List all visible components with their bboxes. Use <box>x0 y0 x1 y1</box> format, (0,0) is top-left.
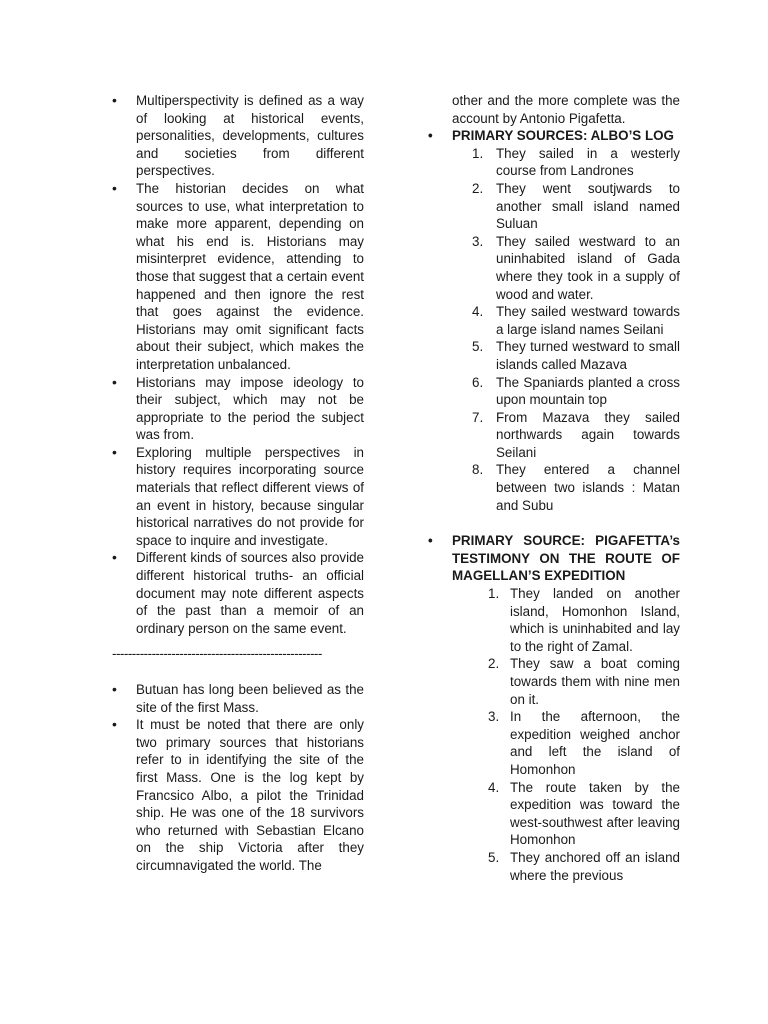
list-item: • Exploring multiple perspectives in history requires incorporating source materials that reflect different views of an event in history, because singular historical narratives do not provide for space to inquire and investigate. <box>112 444 364 550</box>
item-text: They saw a boat coming towards them with nine men on it. <box>510 656 680 707</box>
item-number: 2. <box>472 180 484 196</box>
item-number: 5. <box>472 339 484 355</box>
list-item: • It must be noted that there are only two primary sources that historians refer to in identifying the site of the first Mass. One is the log kept by Francsico Albo, a pilot the Trinidad ship. He was one of the 18 survivors who returned with Sebastian Elcano on the ship Victoria after they circumnavigated the world. The <box>112 716 364 874</box>
item-number: 3. <box>488 709 500 725</box>
list-item <box>428 374 680 409</box>
list-item: • Butuan has long been believed as the site of the first Mass. <box>112 681 364 716</box>
left-column <box>112 92 364 875</box>
list-item <box>428 180 680 233</box>
item-number: 4. <box>488 779 500 795</box>
spacer <box>428 514 680 532</box>
list-item: • Multiperspectivity is defined as a way of looking at historical events, personalities, developments, cultures and societies from different perspectives. <box>112 92 364 180</box>
item-text: They sailed westward towards a large island names Seilani <box>496 304 680 337</box>
list-item <box>428 303 680 338</box>
item-text: They turned westward to small islands called Mazava <box>496 339 680 372</box>
pigafetta-heading: • PRIMARY SOURCE: PIGAFETTA’s TESTIMONY ON THE ROUTE OF MAGELLAN’S EXPEDITION <box>428 532 680 585</box>
item-number: 2. <box>488 656 500 672</box>
butuan-bullet-list <box>112 681 364 875</box>
item-number: 3. <box>472 233 484 249</box>
list-item <box>428 585 680 655</box>
list-item <box>428 233 680 303</box>
list-item: • The historian decides on what sources to use, what interpretation to make more apparent, depending on what his end is. Historians may misinterpret evidence, attending to those that suggest that a certain event happened and then ignore the rest that goes against the evidence. Historians may omit significant facts about their subject, which makes the interpretation unbalanced. <box>112 180 364 374</box>
albo-log-list <box>428 145 680 514</box>
item-number: 6. <box>472 374 484 390</box>
right-column <box>428 92 680 884</box>
item-number: 5. <box>488 849 500 865</box>
item-text: From Mazava they sailed northwards again towards Seilani <box>496 409 680 460</box>
item-text: They entered a channel between two islands : Matan and Subu <box>496 462 680 513</box>
intro-bullet-list <box>112 92 364 637</box>
item-text: The route taken by the expedition was toward the west-southwest after leaving Homonhon <box>510 779 680 848</box>
item-text: They sailed in a westerly course from Landrones <box>496 145 680 179</box>
item-text: They anchored off an island where the previous <box>510 849 680 883</box>
list-item <box>428 409 680 462</box>
list-item: • Historians may impose ideology to their subject, which may not be appropriate to the period the subject was from. <box>112 374 364 444</box>
item-text: They landed on another island, Homonhon Island, which is uninhabited and lay to the right of Zamal. <box>510 586 680 654</box>
list-item <box>428 145 680 180</box>
list-item: • Different kinds of sources also provide different historical truths- an official document may note different aspects of the past than a memoir of an ordinary person on the same event. <box>112 549 364 637</box>
pigafetta-list <box>428 585 680 884</box>
item-text: They sailed westward to an uninhabited island of Gada where they took in a supply of wood and water. <box>496 233 680 302</box>
item-number: 8. <box>472 462 484 478</box>
list-item <box>428 338 680 373</box>
item-number: 1. <box>472 145 484 161</box>
item-number: 1. <box>488 586 500 602</box>
item-number: 7. <box>472 409 484 425</box>
item-text: They went soutjwards to another small island named Suluan <box>496 180 680 232</box>
list-item <box>428 779 680 849</box>
continuation-text: other and the more complete was the account by Antonio Pigafetta. <box>452 93 680 126</box>
list-item <box>428 655 680 708</box>
list-item <box>428 849 680 884</box>
item-text: The Spaniards planted a cross upon mountain top <box>496 374 680 408</box>
item-text: In the afternoon, the expedition weighed anchor and left the island of Homonhon <box>510 709 680 777</box>
list-item <box>428 708 680 778</box>
item-number: 4. <box>472 304 484 320</box>
section-divider: ----------------------------------------------------- <box>112 646 322 662</box>
list-item <box>428 461 680 514</box>
albo-log-heading: • PRIMARY SOURCES: ALBO’S LOG <box>428 127 680 145</box>
